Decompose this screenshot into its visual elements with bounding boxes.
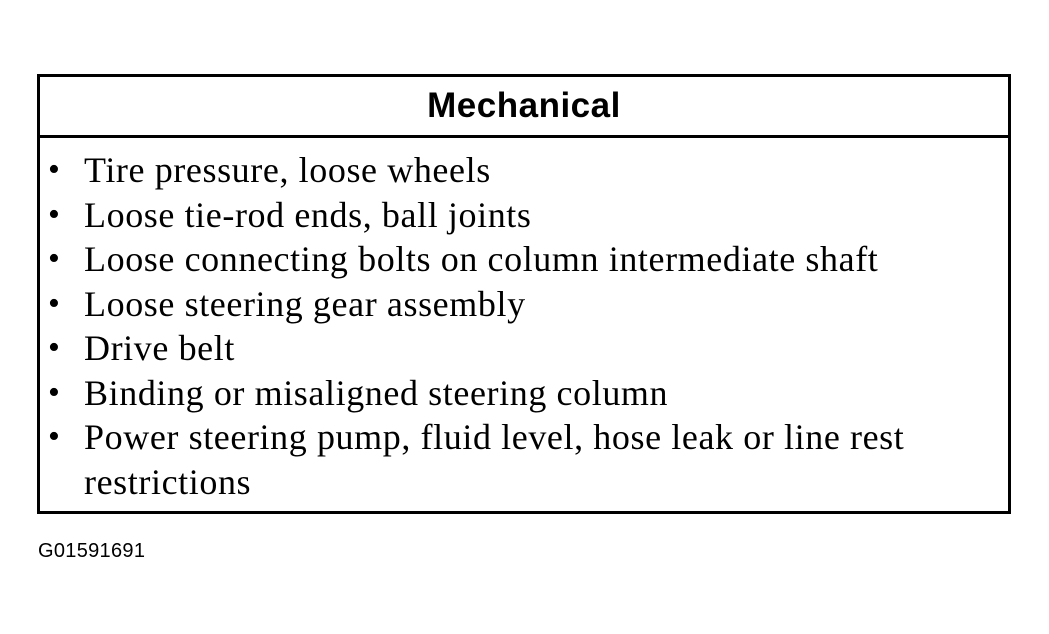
list-item (40, 371, 1008, 416)
list-item-text: Drive belt (84, 328, 235, 368)
list-item (40, 237, 1008, 282)
figure-id: G01591691 (38, 540, 146, 562)
checklist (40, 138, 1008, 504)
list-item (40, 282, 1008, 327)
bullet-icon: • (48, 151, 61, 188)
list-item-text: Loose tie-rod ends, ball joints (84, 194, 532, 235)
list-item-text: Loose connecting bolts on column intermediate shaft (84, 239, 879, 279)
mechanical-table (37, 74, 1011, 514)
list-item-text: Binding or misaligned steering column (84, 372, 669, 413)
list-item (40, 148, 1008, 193)
bullet-icon: • (48, 329, 61, 366)
table-title: Mechanical (427, 86, 621, 125)
list-item (40, 326, 1008, 371)
bullet-icon: • (48, 284, 61, 322)
bullet-icon: • (48, 418, 61, 455)
bullet-icon: • (48, 195, 61, 233)
list-item-text: Power steering pump, fluid level, hose leak or line rest restrictions (84, 417, 905, 502)
bullet-icon: • (48, 373, 61, 411)
list-item-text: Tire pressure, loose wheels (84, 150, 491, 190)
list-item-text: Loose steering gear assembly (84, 283, 526, 324)
list-item (40, 415, 1008, 504)
list-item (40, 193, 1008, 238)
bullet-icon: • (48, 240, 61, 277)
table-header (40, 77, 1008, 138)
